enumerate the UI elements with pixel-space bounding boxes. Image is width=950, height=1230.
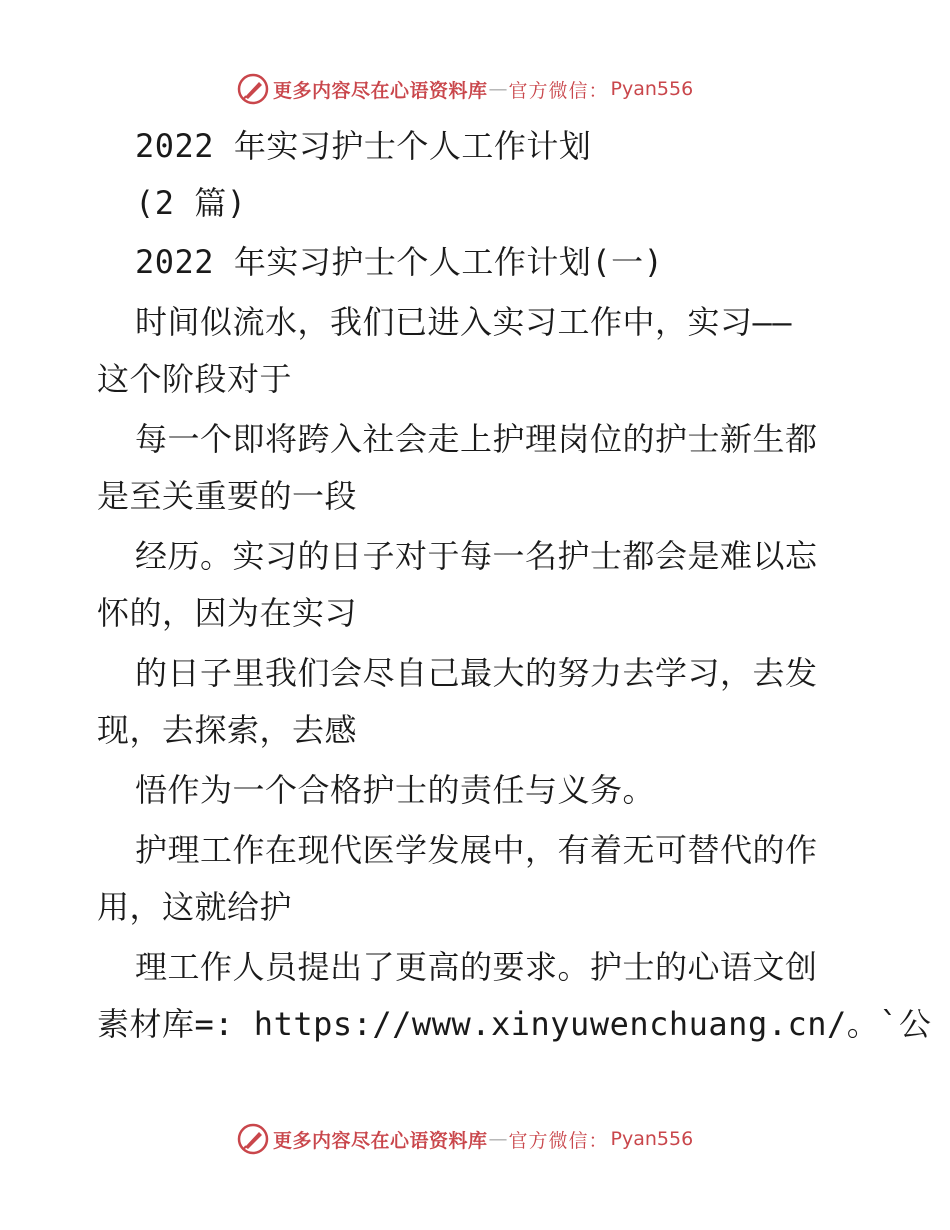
paragraph-line: 是至关重要的一段 <box>97 477 358 515</box>
paragraph-line: 悟作为一个合格护士的责任与义务。 <box>135 771 656 809</box>
paragraph-line: 用，这就给护 <box>97 888 293 926</box>
paragraph-line: 每一个即将跨入社会走上护理岗位的护士新生都 <box>135 420 818 458</box>
paragraph-line: 的日子里我们会尽自己最大的努力去学习，去发 <box>135 654 818 692</box>
banner-wechat-id: Pyan556 <box>610 1128 694 1150</box>
paragraph-line: 怀的，因为在实习 <box>97 594 358 632</box>
banner-text: 更多内容尽在心语资料库 <box>273 1129 488 1152</box>
quill-logo-icon <box>237 73 269 105</box>
quill-logo-icon <box>237 1123 269 1155</box>
document-title-count: (2 篇) <box>135 184 247 222</box>
paragraph-line: 现，去探索，去感 <box>97 711 358 749</box>
banner-dash: — <box>488 1128 508 1150</box>
banner-official-label: 官方微信： <box>508 1129 609 1152</box>
paragraph-line: 这个阶段对于 <box>97 360 293 398</box>
section-heading: 2022 年实习护士个人工作计划(一) <box>135 243 664 281</box>
banner-official-label: 官方微信： <box>508 79 609 102</box>
banner-dash: — <box>488 78 508 100</box>
header-watermark-banner <box>237 72 707 106</box>
paragraph-line: 时间似流水，我们已进入实习工作中，实习—— <box>135 303 793 341</box>
paragraph-line: 经历。实习的日子对于每一名护士都会是难以忘 <box>135 537 818 575</box>
paragraph-line: 理工作人员提出了更高的要求。护士的心语文创 <box>135 948 818 986</box>
banner-text: 更多内容尽在心语资料库 <box>273 79 488 102</box>
footer-watermark-banner <box>237 1122 707 1156</box>
paragraph-line: 素材库=: https://www.xinyuwenchuang.cn/。`公 <box>97 1005 932 1043</box>
banner-wechat-id: Pyan556 <box>610 78 694 100</box>
paragraph-line: 护理工作在现代医学发展中，有着无可替代的作 <box>135 831 818 869</box>
document-title: 2022 年实习护士个人工作计划 <box>135 127 592 165</box>
